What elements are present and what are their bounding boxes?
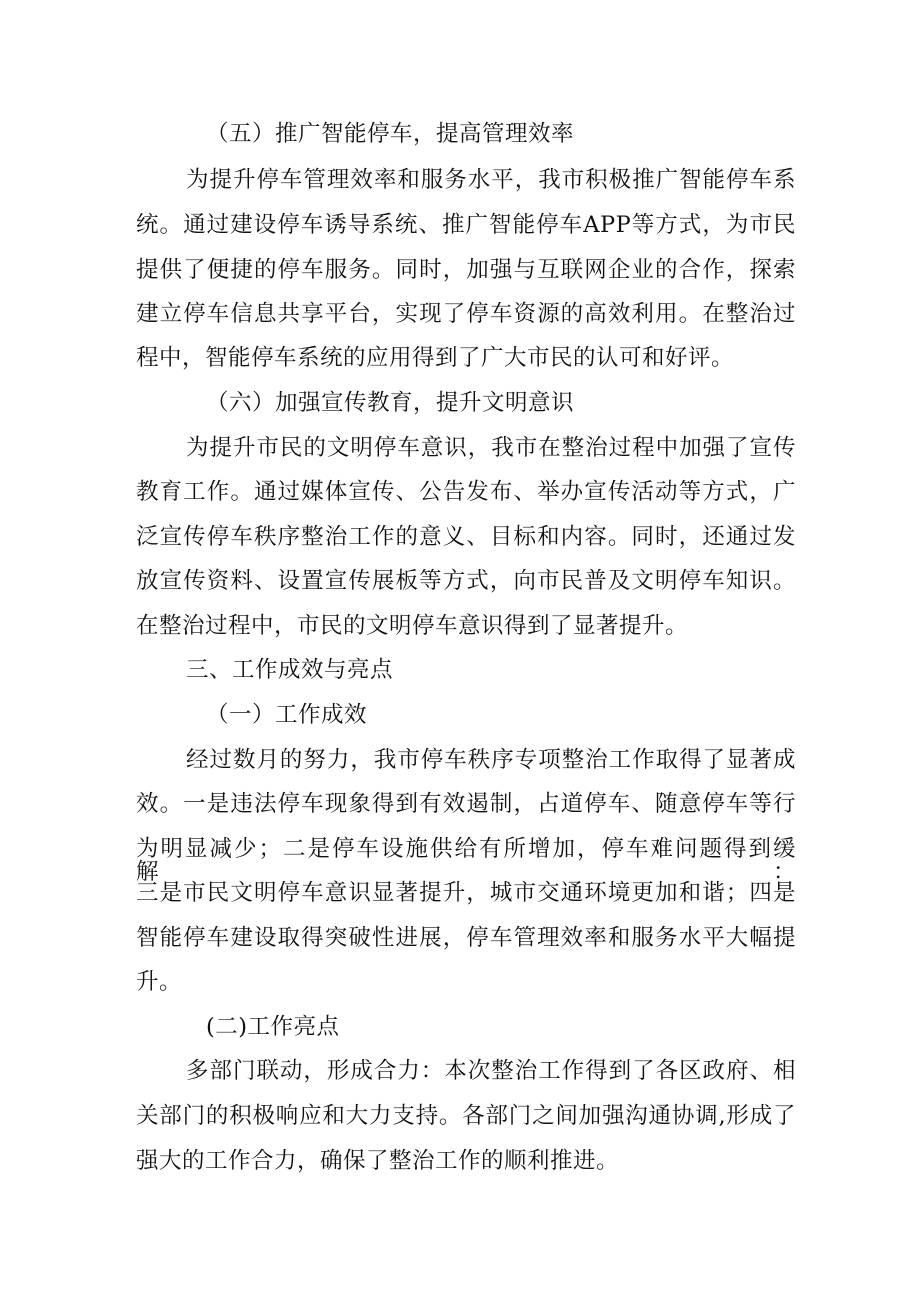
paragraph-line: 放宣传资料、设置宣传展板等方式，向市民普及文明停车知识。 — [136, 568, 796, 594]
section-heading-2: (二)工作亮点 — [206, 1014, 340, 1040]
paragraph-line: 智能停车建设取得突破性进展，停车管理效率和服务水平大幅提 — [136, 925, 796, 951]
section-heading-1: （一）工作成效 — [206, 702, 368, 728]
paragraph-line: 程中，智能停车系统的应用得到了广大市民的认可和好评。 — [136, 345, 735, 371]
paragraph-line: 提供了便捷的停车服务。同时，加强与互联网企业的合作，探索 — [136, 257, 796, 283]
paragraph-line: 多部门联动，形成合力：本次整治工作得到了各区政府、相 — [186, 1058, 796, 1084]
paragraph-line: 建立停车信息共享平台，实现了停车资源的高效利用。在整治过 — [136, 301, 796, 327]
paragraph-line: 升。 — [136, 969, 183, 995]
paragraph-line: 在整治过程中，市民的文明停车意识得到了显著提升。 — [136, 613, 689, 639]
paragraph-line: 三是市民文明停车意识显著提升，城市交通环境更加和谐；四是 — [136, 880, 796, 906]
paragraph-line: 为提升市民的文明停车意识，我市在整治过程中加强了宣传 — [186, 435, 796, 461]
paragraph-line: 经过数月的努力，我市停车秩序专项整治工作取得了显著成 — [186, 747, 796, 773]
paragraph-line: 统。通过建设停车诱导系统、推广智能停车APP等方式，为市民 — [136, 212, 796, 238]
paragraph-line: 为明显减少；二是停车设施供给有所增加，停车难问题得到缓解： — [136, 836, 796, 885]
paragraph-line: 泛宣传停车秩序整治工作的意义、目标和内容。同时，还通过发 — [136, 524, 796, 550]
paragraph-line: 强大的工作合力，确保了整治工作的顺利推进。 — [136, 1148, 620, 1174]
paragraph-line: 关部门的积极响应和大力支持。各部门之间加强沟通协调,形成了 — [136, 1103, 796, 1129]
paragraph-line: 效。一是违法停车现象得到有效遏制，占道停车、随意停车等行 — [136, 791, 796, 817]
chapter-heading-3: 三、工作成效与亮点 — [186, 657, 394, 683]
section-heading-6: （六）加强宣传教育，提升文明意识 — [206, 390, 575, 416]
paragraph-line: 为提升停车管理效率和服务水平，我市积极推广智能停车系 — [186, 167, 796, 193]
section-heading-5: （五）推广智能停车，提高管理效率 — [206, 121, 575, 147]
paragraph-line: 教育工作。通过媒体宣传、公告发布、举办宣传活动等方式，广 — [136, 479, 796, 505]
